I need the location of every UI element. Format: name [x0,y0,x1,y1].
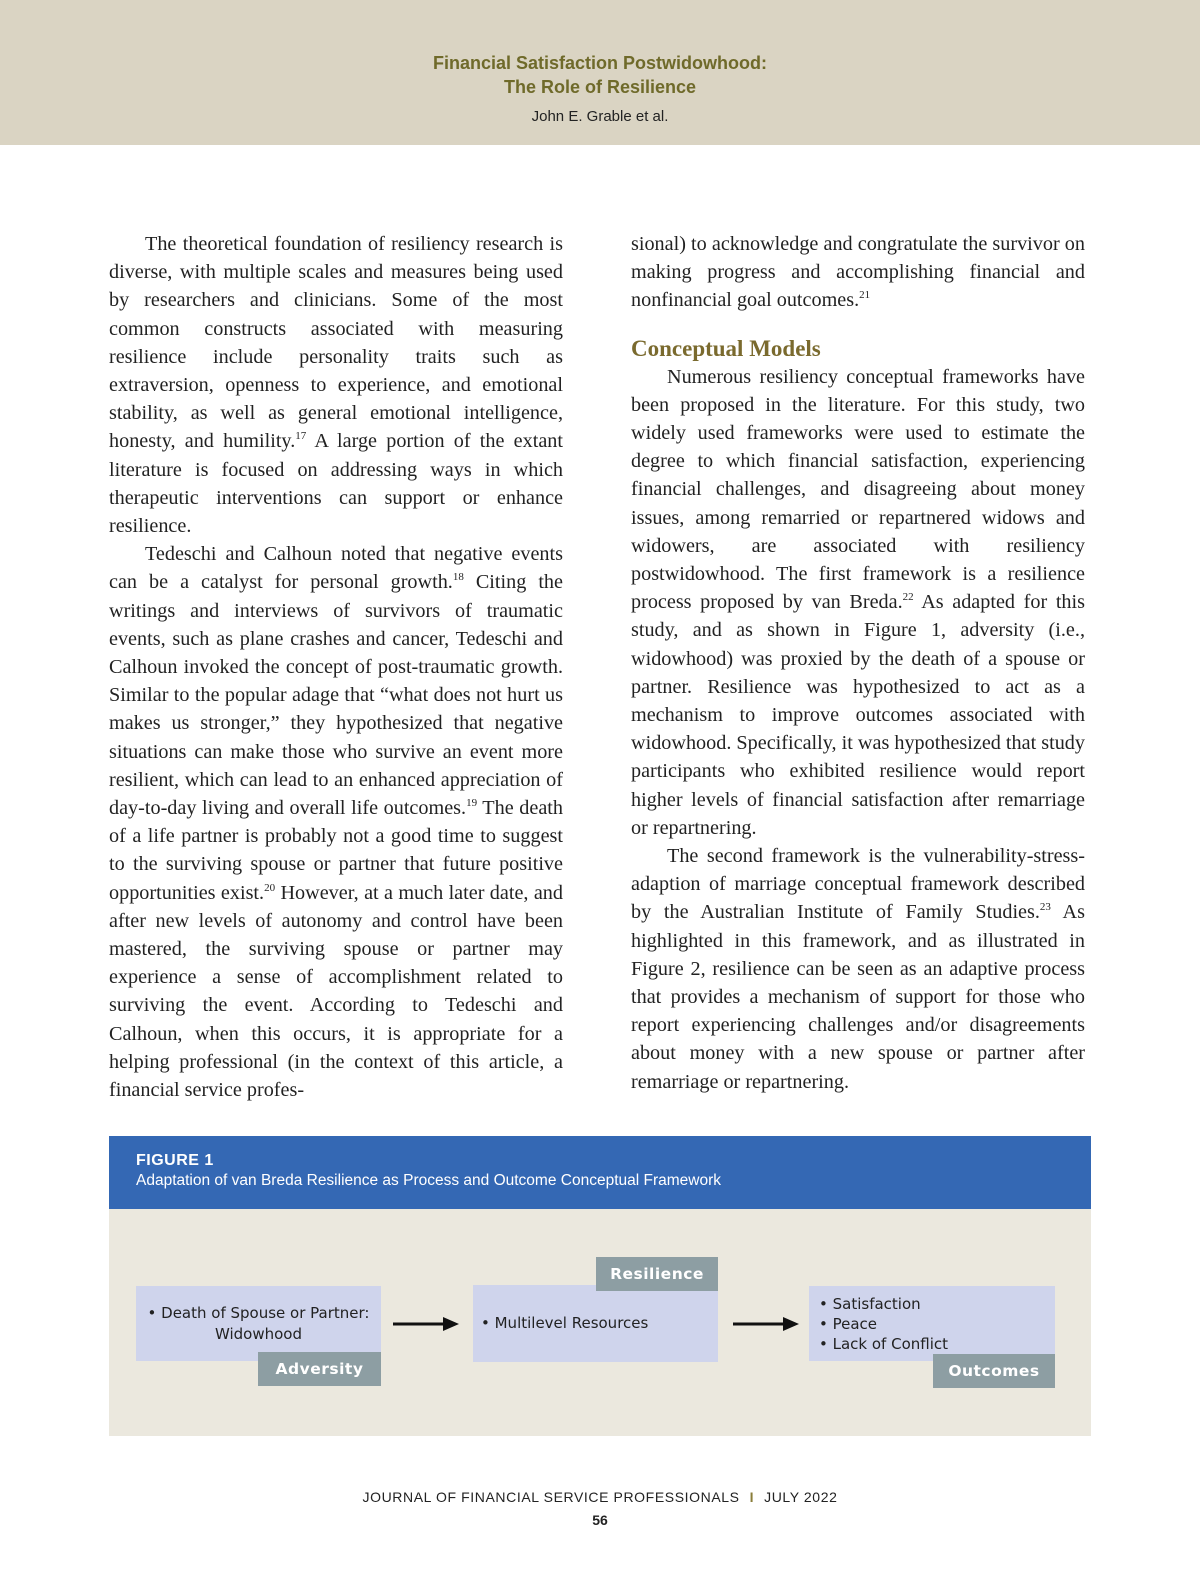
adversity-box [136,1286,381,1361]
resilience-item: • Multilevel Resources [481,1314,649,1332]
footnote-ref[interactable]: 19 [466,797,478,810]
right-column [631,230,1085,1096]
footnote-ref[interactable]: 21 [859,289,871,302]
left-column [109,230,563,1104]
running-title-line1: Financial Satisfaction Postwidowhood: [432,53,768,73]
arrow-right-icon [393,1315,463,1333]
outcome-item: • Satisfaction [819,1295,921,1313]
outcome-item: • Peace [819,1315,878,1333]
outcome-item: • Lack of Conflict [819,1335,948,1353]
figure-label: FIGURE 1 [136,1152,214,1169]
running-title-line2: The Role of Resilience [503,77,697,97]
footer-separator: I [749,1489,755,1505]
running-header [0,0,1200,145]
footnote-ref[interactable]: 20 [264,881,276,894]
paragraph: The theoretical foundation of resiliency research is diverse, with multiple scales and measures being used by researchers and clinicians. Some of the most common constructs associated with measuring resilience include personality traits such as extraversion, openness to experience, and emotional stability, as well as general emotional intelligence, honesty, and humility.$^{17}$ A large portion of the extant literature is focused on addressing ways in which therapeutic interventions can support or enhance resilience. [109,233,563,538]
section-heading: Conceptual Models [631,335,821,361]
footnote-ref[interactable]: 18 [452,571,464,584]
outcomes-tag: Outcomes [933,1354,1055,1388]
running-author: John E. Grable et al. [531,108,669,125]
issue-date: JULY 2022 [764,1489,838,1505]
footnote-ref[interactable]: 23 [1039,901,1051,914]
adversity-tag: Adversity [258,1352,381,1386]
adversity-item: • Death of Spouse or Partner: [147,1304,370,1322]
figure-header [109,1136,1091,1209]
paragraph: Numerous resiliency conceptual frameworks have been proposed in the literature. For this study, two widely used frameworks were used to estimate the degree to which financial satisfaction, experiencing financial challenges, and disagreeing about money issues, among remarried or repartnered widows and widowers, are associated with resiliency postwidowhood. The first framework is a resilience process proposed by van Breda.$^{22}$ As adapted for this study, and as shown in Figure 1, adversity (i.e., widowhood) was proxied by the death of a spouse or partner. Resilience was hypothesized to act as a mechanism to improve outcomes associated with widowhood. Specifically, it was hypothesized that study participants who exhibited resilience would report higher levels of financial satisfaction after remarriage or repartnering. [631,365,1085,839]
resilience-tag: Resilience [596,1257,718,1291]
paragraph: Tedeschi and Calhoun noted that negative events can be a catalyst for personal growth.$^{18}$ Citing the writings and interviews of survivors of traumatic events, such as plane crashes and cancer, Tedeschi and Calhoun invoked the concept of post-traumatic growth. Similar to the popular adage that “what does not hurt us makes us stronger,” they hypothesized that negative situations can make those who survive an event more resilient, which can lead to an enhanced appreciation of day-to-day living and overall life outcomes.$^{19}$ The death of a life partner is probably not a good time to suggest to the surviving spouse or partner that future positive opportunities exist.$^{20}$ However, at a much later date, and after new levels of autonomy and control have been mastered, the surviving spouse or partner may experience a sense of accomplishment related to surviving the event. According to Tedeschi and Calhoun, when this occurs, it is appropriate for a helping professional (in the context of this article, a financial service profes- [109,543,563,1102]
figure-diagram [109,1209,1091,1436]
footnote-ref[interactable]: 17 [295,430,307,443]
outcomes-box [809,1286,1055,1361]
paragraph: sional) to acknowledge and congratulate the survivor on making progress and accomplishing financial and nonfinancial goal outcomes.$^{21}$ [631,233,1085,312]
page-number: 56 [592,1512,608,1528]
resilience-box [473,1285,718,1362]
figure-caption: Adaptation of van Breda Resilience as Process and Outcome Conceptual Framework [136,1172,721,1189]
arrow-right-icon [733,1315,803,1333]
adversity-item-continued: Widowhood [214,1325,303,1343]
paragraph: The second framework is the vulnerability-stress-adaption of marriage conceptual framework described by the Australian Institute of Family Studies.$^{23}$ As highlighted in this framework, and as illustrated in Figure 2, resilience can be seen as an adaptive process that provides a mechanism of support for those who report experiencing challenges and/or disagreements about money with a new spouse or partner after remarriage or repartnering. [631,845,1085,1093]
footer [0,1489,1200,1505]
journal-name: JOURNAL OF FINANCIAL SERVICE PROFESSIONALS [362,1489,740,1505]
footnote-ref[interactable]: 22 [902,591,914,604]
